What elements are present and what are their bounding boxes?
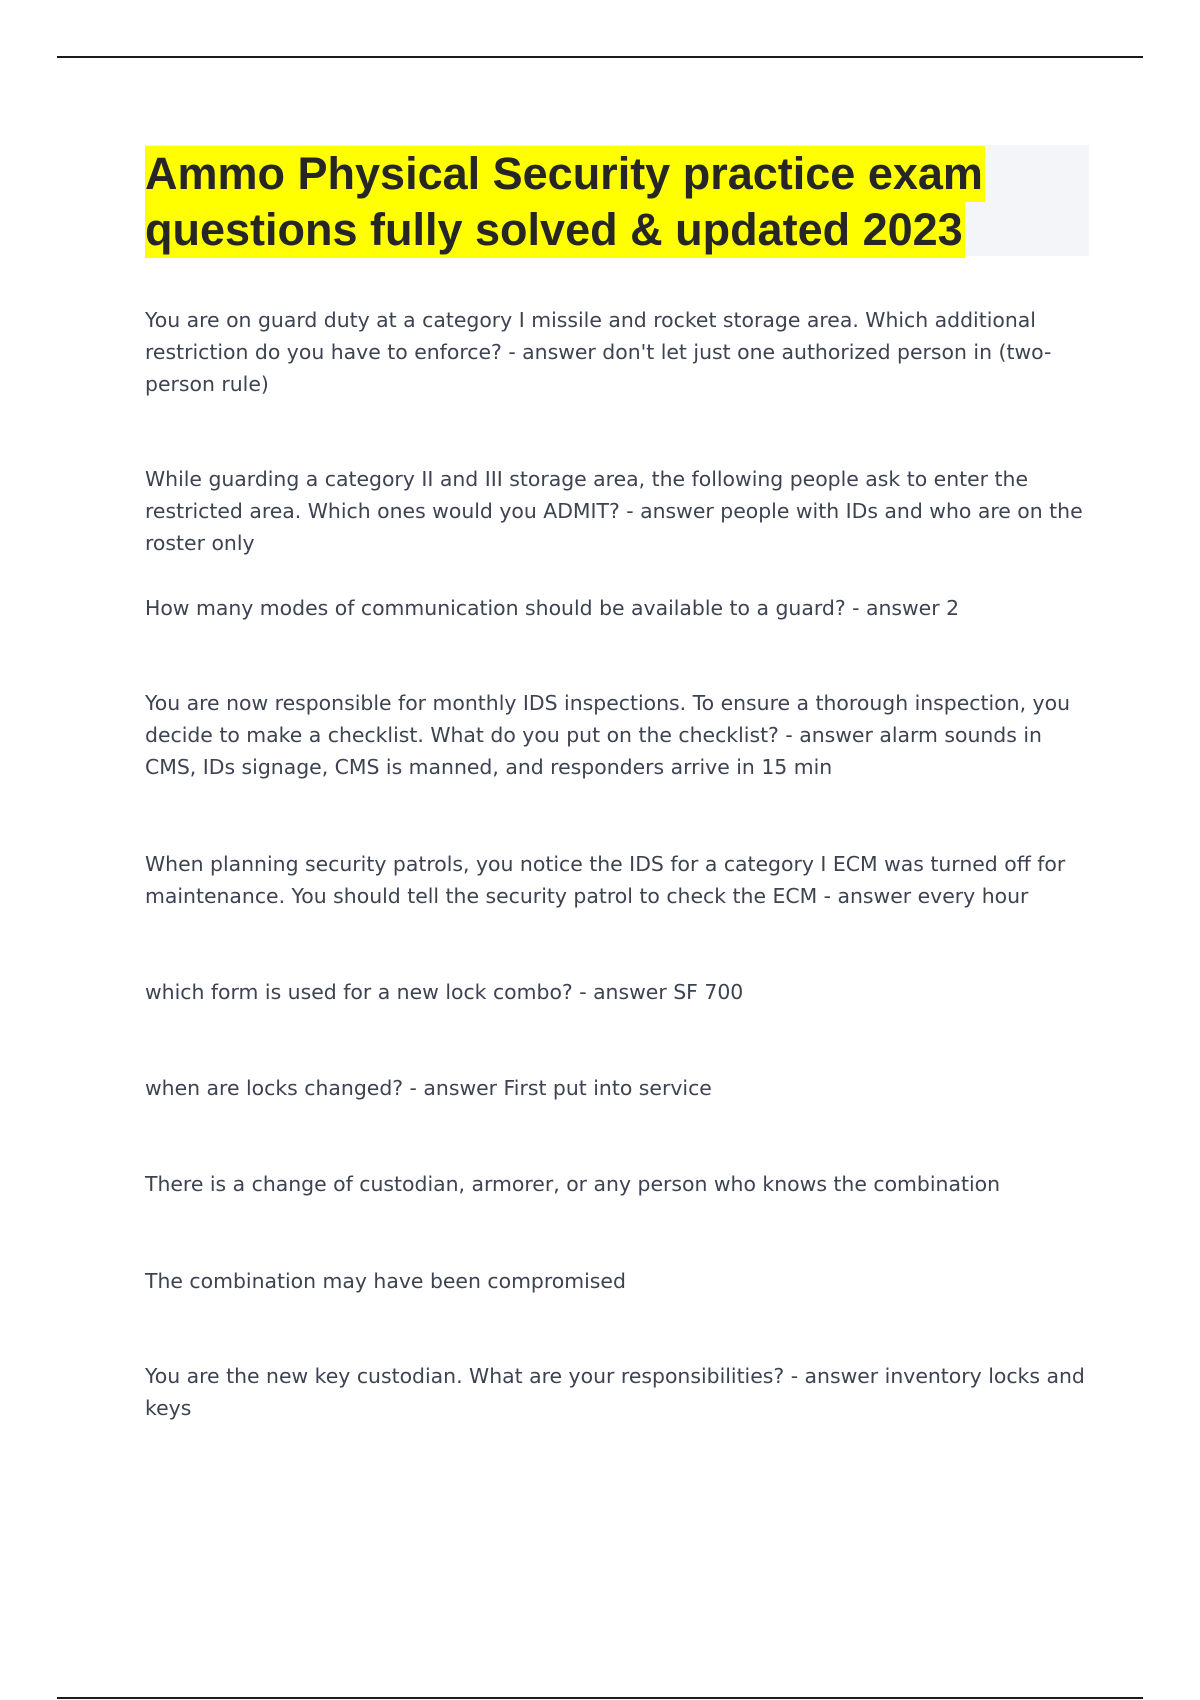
qa-paragraph-3: How many modes of communication should be available to a guard? - answer 2	[145, 596, 960, 620]
document-title-line-2: questions fully solved & updated 2023	[145, 202, 965, 258]
qa-paragraph-4: You are now responsible for monthly IDS inspections. To ensure a thorough inspection, you decide to make a checklist. What do you put on the checklist? - answer alarm sounds in CMS, IDs signage, CMS is manned, and responders arrive in 15 min	[145, 691, 1070, 779]
qa-paragraph-9: The combination may have been compromised	[145, 1269, 626, 1293]
qa-paragraph-1: You are on guard duty at a category I missile and rocket storage area. Which additional restriction do you have to enforce? - answer don't let just one authorized person in (two-person rule)	[145, 308, 1052, 396]
qa-paragraph-6: which form is used for a new lock combo? - answer SF 700	[145, 980, 744, 1004]
bottom-rule	[57, 1697, 1143, 1699]
qa-paragraph-5: When planning security patrols, you notice the IDS for a category I ECM was turned off for maintenance. You should tell the security patrol to check the ECM - answer every hour	[145, 852, 1066, 908]
qa-paragraph-10: You are the new key custodian. What are your responsibilities? - answer inventory locks and keys	[145, 1364, 1085, 1420]
qa-paragraph-7: when are locks changed? - answer First put into service	[145, 1076, 712, 1100]
qa-paragraph-2: While guarding a category II and III storage area, the following people ask to enter the restricted area. Which ones would you ADMIT? - answer people with IDs and who are on the roster only	[145, 467, 1083, 555]
top-rule	[57, 56, 1143, 58]
qa-paragraph-8: There is a change of custodian, armorer, or any person who knows the combination	[145, 1172, 1001, 1196]
document-title-line-1: Ammo Physical Security practice exam	[145, 146, 985, 202]
